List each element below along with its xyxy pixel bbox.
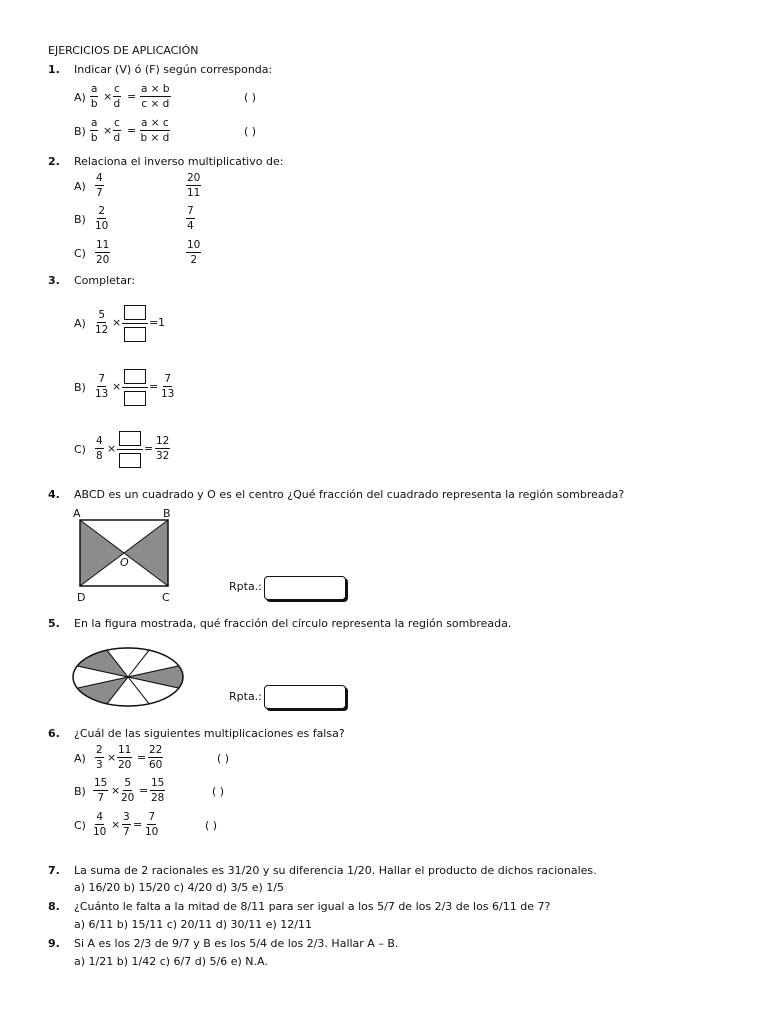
q9-number: 9.	[48, 937, 60, 950]
shaded-triangle-right	[124, 520, 168, 586]
equals-sign: =	[139, 784, 149, 797]
q8-text: ¿Cuánto le falta a la mitad de 8/11 para ser igual a los 5/7 de los 2/3 de los 6/11 de 7?	[74, 900, 551, 913]
q3-a-denominator-box[interactable]	[124, 327, 146, 342]
q3-number: 3.	[48, 274, 60, 287]
q3-a-fraction-bar	[122, 323, 148, 324]
q9-options[interactable]: a) 1/21 b) 1/42 c) 6/7 d) 5/6 e) N.A.	[74, 955, 268, 968]
q3-c-numerator-box[interactable]	[119, 431, 141, 446]
equals-sign: =	[149, 380, 159, 393]
q3-a-result: 1	[158, 316, 165, 329]
q6-number: 6.	[48, 727, 60, 740]
equals-sign: =	[127, 90, 137, 103]
q2-c-left-frac: $\frac{11}{20}$	[96, 239, 110, 266]
equals-sign: =	[133, 818, 143, 831]
q6-b-frac2: $\frac{5}{20}$	[121, 777, 135, 804]
q6-b-answer-paren[interactable]: ( )	[212, 785, 225, 798]
q5-answer-box[interactable]	[264, 685, 346, 709]
shaded-triangle-left	[80, 520, 124, 586]
times-sign: ×	[111, 818, 121, 831]
q6-c-label: C)	[74, 819, 86, 832]
q2-c-label: C)	[74, 247, 86, 260]
q3-a-numerator-box[interactable]	[124, 305, 146, 320]
q8-number: 8.	[48, 900, 60, 913]
q3-c-frac: $\frac{4}{8}$	[96, 435, 103, 462]
q3-c-result: $\frac{12}{32}$	[156, 435, 170, 462]
ellipse-svg	[70, 645, 186, 709]
q7-number: 7.	[48, 864, 60, 877]
q2-a-left-frac: $\frac{4}{7}$	[96, 172, 103, 199]
q1-a-result: $\frac{a \times b}{c \times d}$	[141, 83, 170, 110]
q7-text: La suma de 2 racionales es 31/20 y su diferencia 1/20. Hallar el producto de dichos racionales.	[74, 864, 597, 877]
vertex-b: B	[163, 507, 171, 520]
equals-sign: =	[144, 442, 154, 455]
q2-b-label: B)	[74, 213, 86, 226]
times-sign: ×	[103, 90, 113, 103]
center-o: O	[120, 556, 129, 569]
q1-number: 1.	[48, 63, 60, 76]
q6-a-answer-paren[interactable]: ( )	[217, 752, 230, 765]
times-sign: ×	[107, 751, 117, 764]
q3-c-denominator-box[interactable]	[119, 453, 141, 468]
q4-number: 4.	[48, 488, 60, 501]
q6-a-frac2: $\frac{11}{20}$	[118, 744, 132, 771]
vertex-c: C	[162, 591, 170, 604]
q6-c-frac2: $\frac{3}{7}$	[123, 811, 130, 838]
q2-a-label: A)	[74, 180, 86, 193]
q3-b-numerator-box[interactable]	[124, 369, 146, 384]
equals-sign: =	[137, 751, 147, 764]
q3-c-fraction-bar	[117, 449, 143, 450]
q6-a-result: $\frac{22}{60}$	[149, 744, 163, 771]
q3-b-result: $\frac{7}{13}$	[161, 373, 175, 400]
q4-answer-box[interactable]	[264, 576, 346, 600]
times-sign: ×	[103, 124, 113, 137]
q1-a-frac1: $\frac{a}{b}$	[90, 83, 98, 110]
q4-text: ABCD es un cuadrado y O es el centro ¿Qué fracción del cuadrado representa la región sombreada?	[74, 488, 625, 501]
page-title: EJERCICIOS DE APLICACIÓN	[48, 44, 199, 57]
q1-a-frac2: $\frac{c}{d}$	[113, 83, 121, 110]
times-sign: ×	[111, 784, 121, 797]
q3-c-label: C)	[74, 443, 86, 456]
vertex-a: A	[73, 507, 81, 520]
q6-a-label: A)	[74, 752, 86, 765]
q1-b-result: $\frac{a \times c}{b \times d}$	[140, 117, 170, 144]
times-sign: ×	[112, 380, 122, 393]
q6-c-frac1: $\frac{4}{10}$	[93, 811, 107, 838]
times-sign: ×	[107, 442, 117, 455]
q5-text: En la figura mostrada, qué fracción del círculo representa la región sombreada.	[74, 617, 512, 630]
q6-b-frac1: $\frac{15}{7}$	[94, 777, 108, 804]
q1-b-frac1: $\frac{a}{b}$	[90, 117, 98, 144]
q2-b-right-frac: $\frac{7}{4}$	[187, 205, 194, 232]
q3-a-frac: $\frac{5}{12}$	[95, 309, 109, 336]
q2-b-left-frac: $\frac{2}{10}$	[95, 205, 109, 232]
q3-text: Completar:	[74, 274, 136, 287]
equals-sign: =	[127, 124, 137, 137]
q4-rpta-label: Rpta.:	[229, 580, 262, 593]
q6-b-label: B)	[74, 785, 86, 798]
times-sign: ×	[112, 316, 122, 329]
q2-a-right-frac: $\frac{20}{11}$	[187, 172, 201, 199]
q5-rpta-label: Rpta.:	[229, 690, 262, 703]
ellipse-figure	[70, 645, 186, 709]
q3-b-fraction-bar	[122, 387, 148, 388]
q9-text: Si A es los 2/3 de 9/7 y B es los 5/4 de los 2/3. Hallar A – B.	[74, 937, 399, 950]
q1-b-label: B)	[74, 125, 86, 138]
q3-b-denominator-box[interactable]	[124, 391, 146, 406]
q7-options[interactable]: a) 16/20 b) 15/20 c) 4/20 d) 3/5 e) 1/5	[74, 881, 284, 894]
vertex-d: D	[77, 591, 86, 604]
q2-number: 2.	[48, 155, 60, 168]
q2-text: Relaciona el inverso multiplicativo de:	[74, 155, 284, 168]
q1-a-answer-paren[interactable]: ( )	[244, 91, 257, 104]
q5-number: 5.	[48, 617, 60, 630]
q1-b-answer-paren[interactable]: ( )	[244, 125, 257, 138]
q3-b-label: B)	[74, 381, 86, 394]
q1-text: Indicar (V) ó (F) según corresponda:	[74, 63, 273, 76]
q6-a-frac1: $\frac{2}{3}$	[96, 744, 103, 771]
equals-sign: =	[149, 316, 159, 329]
q2-c-right-frac: $\frac{10}{2}$	[187, 239, 201, 266]
q3-a-label: A)	[74, 317, 86, 330]
q6-c-answer-paren[interactable]: ( )	[205, 819, 218, 832]
q1-a-label: A)	[74, 91, 86, 104]
q1-b-frac2: $\frac{c}{d}$	[113, 117, 121, 144]
q3-b-frac: $\frac{7}{13}$	[95, 373, 109, 400]
q6-b-result: $\frac{15}{28}$	[151, 777, 165, 804]
q8-options[interactable]: a) 6/11 b) 15/11 c) 20/11 d) 30/11 e) 12/11	[74, 918, 312, 931]
q6-text: ¿Cuál de las siguientes multiplicaciones es falsa?	[74, 727, 345, 740]
q6-c-result: $\frac{7}{10}$	[145, 811, 159, 838]
